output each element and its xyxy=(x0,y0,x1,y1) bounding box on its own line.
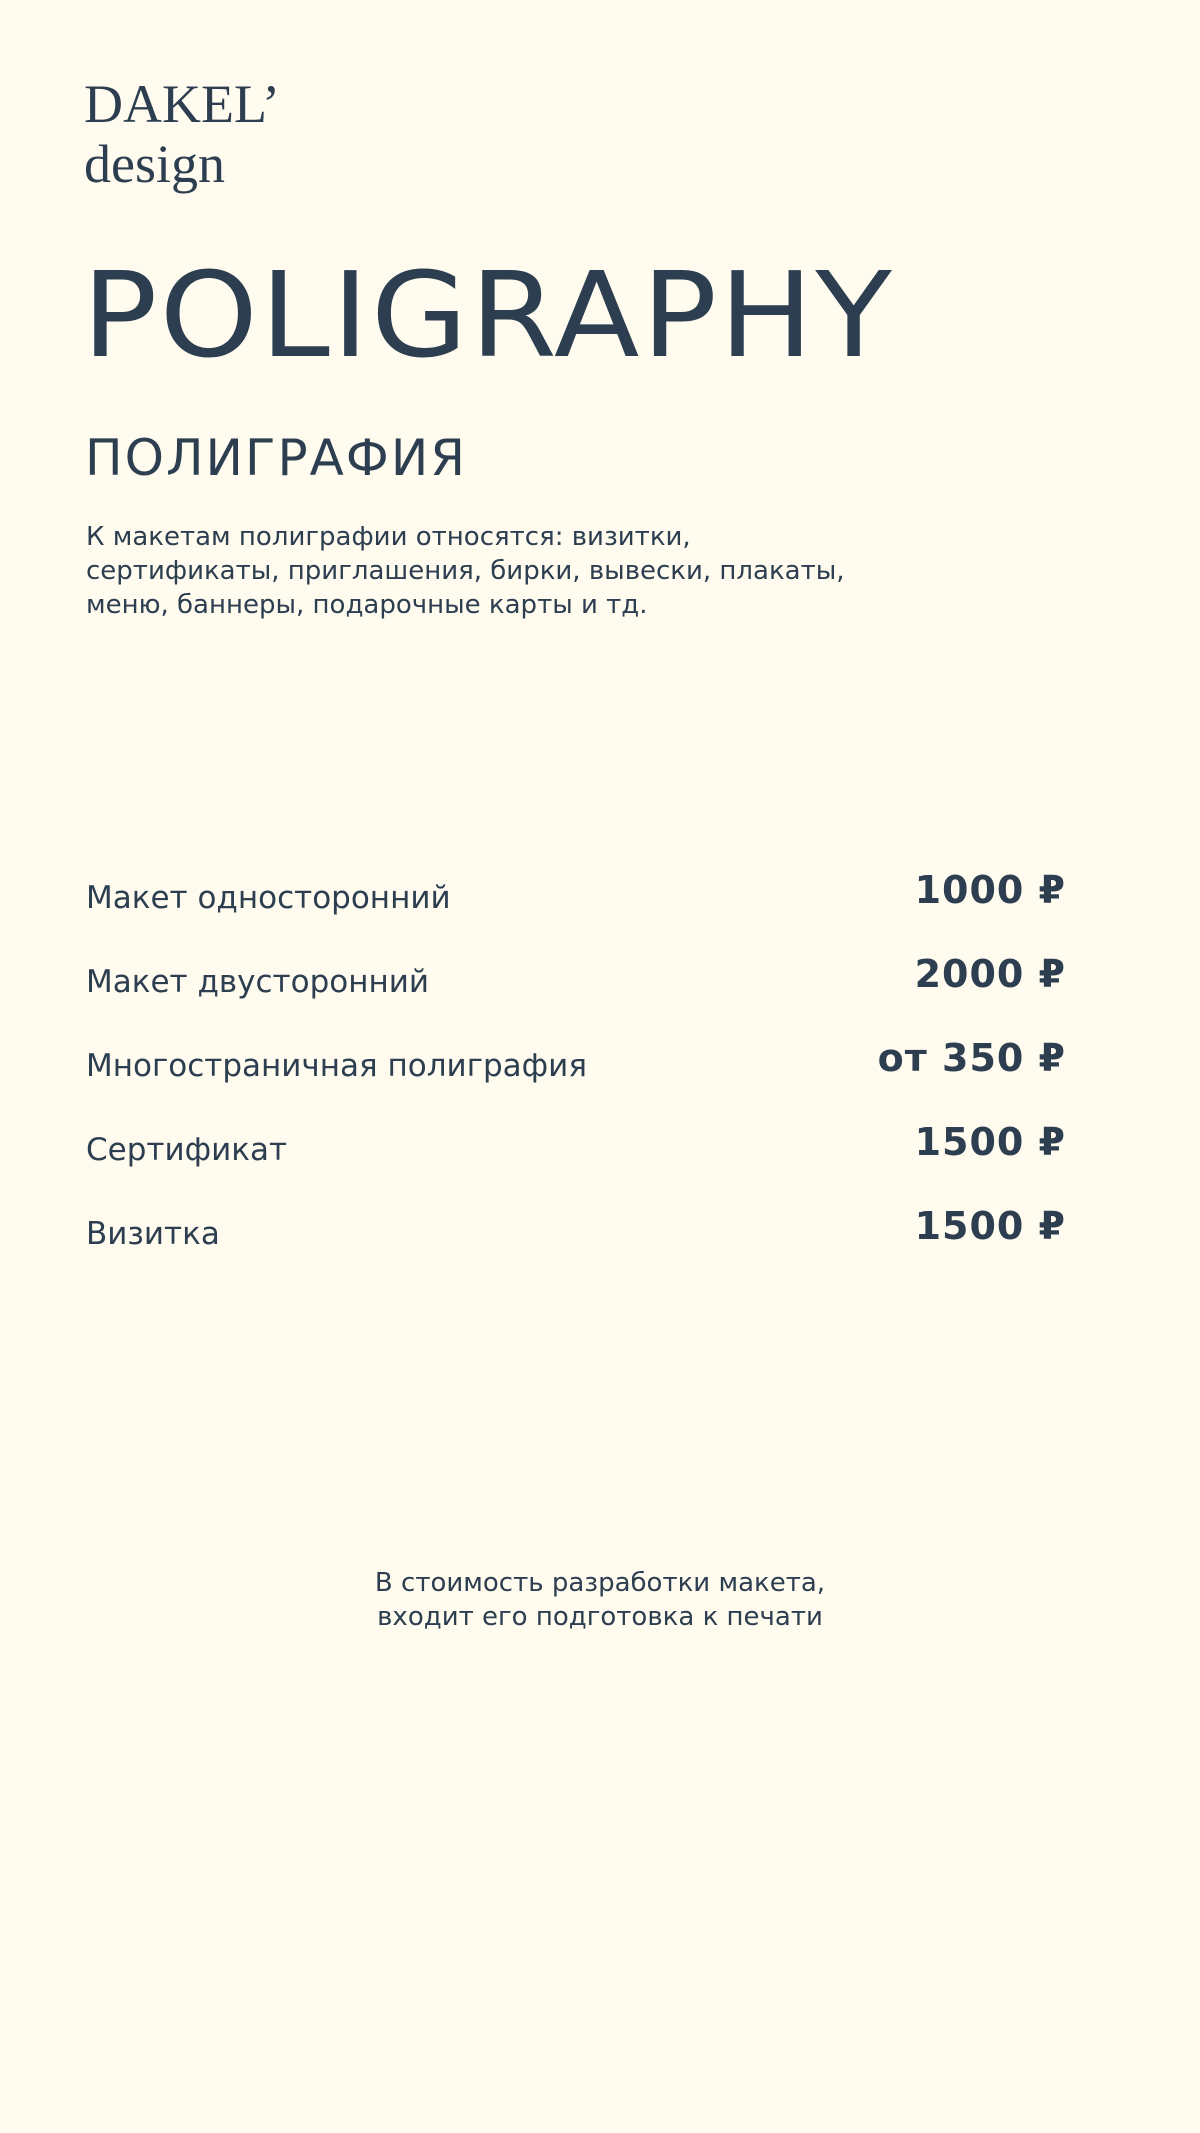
price-row-single-sided xyxy=(86,866,1066,950)
logo-line-design: design xyxy=(84,134,225,194)
brand-logo xyxy=(84,74,280,194)
price-item-name: Многостраничная полиграфия xyxy=(86,1048,587,1084)
price-list xyxy=(86,866,1066,1286)
service-description: К макетам полиграфии относятся: визитки, сертификаты, приглашения, бирки, вывески, плакаты, меню, баннеры, подарочные карты и тд. xyxy=(86,522,845,620)
price-footnote xyxy=(0,1566,1200,1634)
price-item-value: 1500 ₽ xyxy=(914,1204,1066,1248)
price-item-name: Сертификат xyxy=(86,1132,288,1168)
price-item-value: от 350 ₽ xyxy=(877,1036,1066,1080)
footnote-line-1: В стоимость разработки макета, xyxy=(374,1568,826,1598)
price-item-value: 1500 ₽ xyxy=(914,1120,1066,1164)
price-item-value: 2000 ₽ xyxy=(914,952,1066,996)
price-item-name: Визитка xyxy=(86,1216,220,1252)
price-item-name: Макет двусторонний xyxy=(86,964,430,1000)
logo-line-brand: DAKEL’ xyxy=(84,74,280,134)
price-row-double-sided xyxy=(86,950,1066,1034)
price-row-multipage xyxy=(86,1034,1066,1118)
price-row-certificate xyxy=(86,1118,1066,1202)
footnote-line-2: входит его подготовка к печати xyxy=(377,1602,823,1632)
price-row-business-card xyxy=(86,1202,1066,1286)
page-title: POLIGRAPHY xyxy=(82,246,894,384)
page-subtitle: ПОЛИГРАФИЯ xyxy=(85,429,467,487)
price-item-name: Макет односторонний xyxy=(86,880,451,916)
price-item-value: 1000 ₽ xyxy=(914,868,1066,912)
